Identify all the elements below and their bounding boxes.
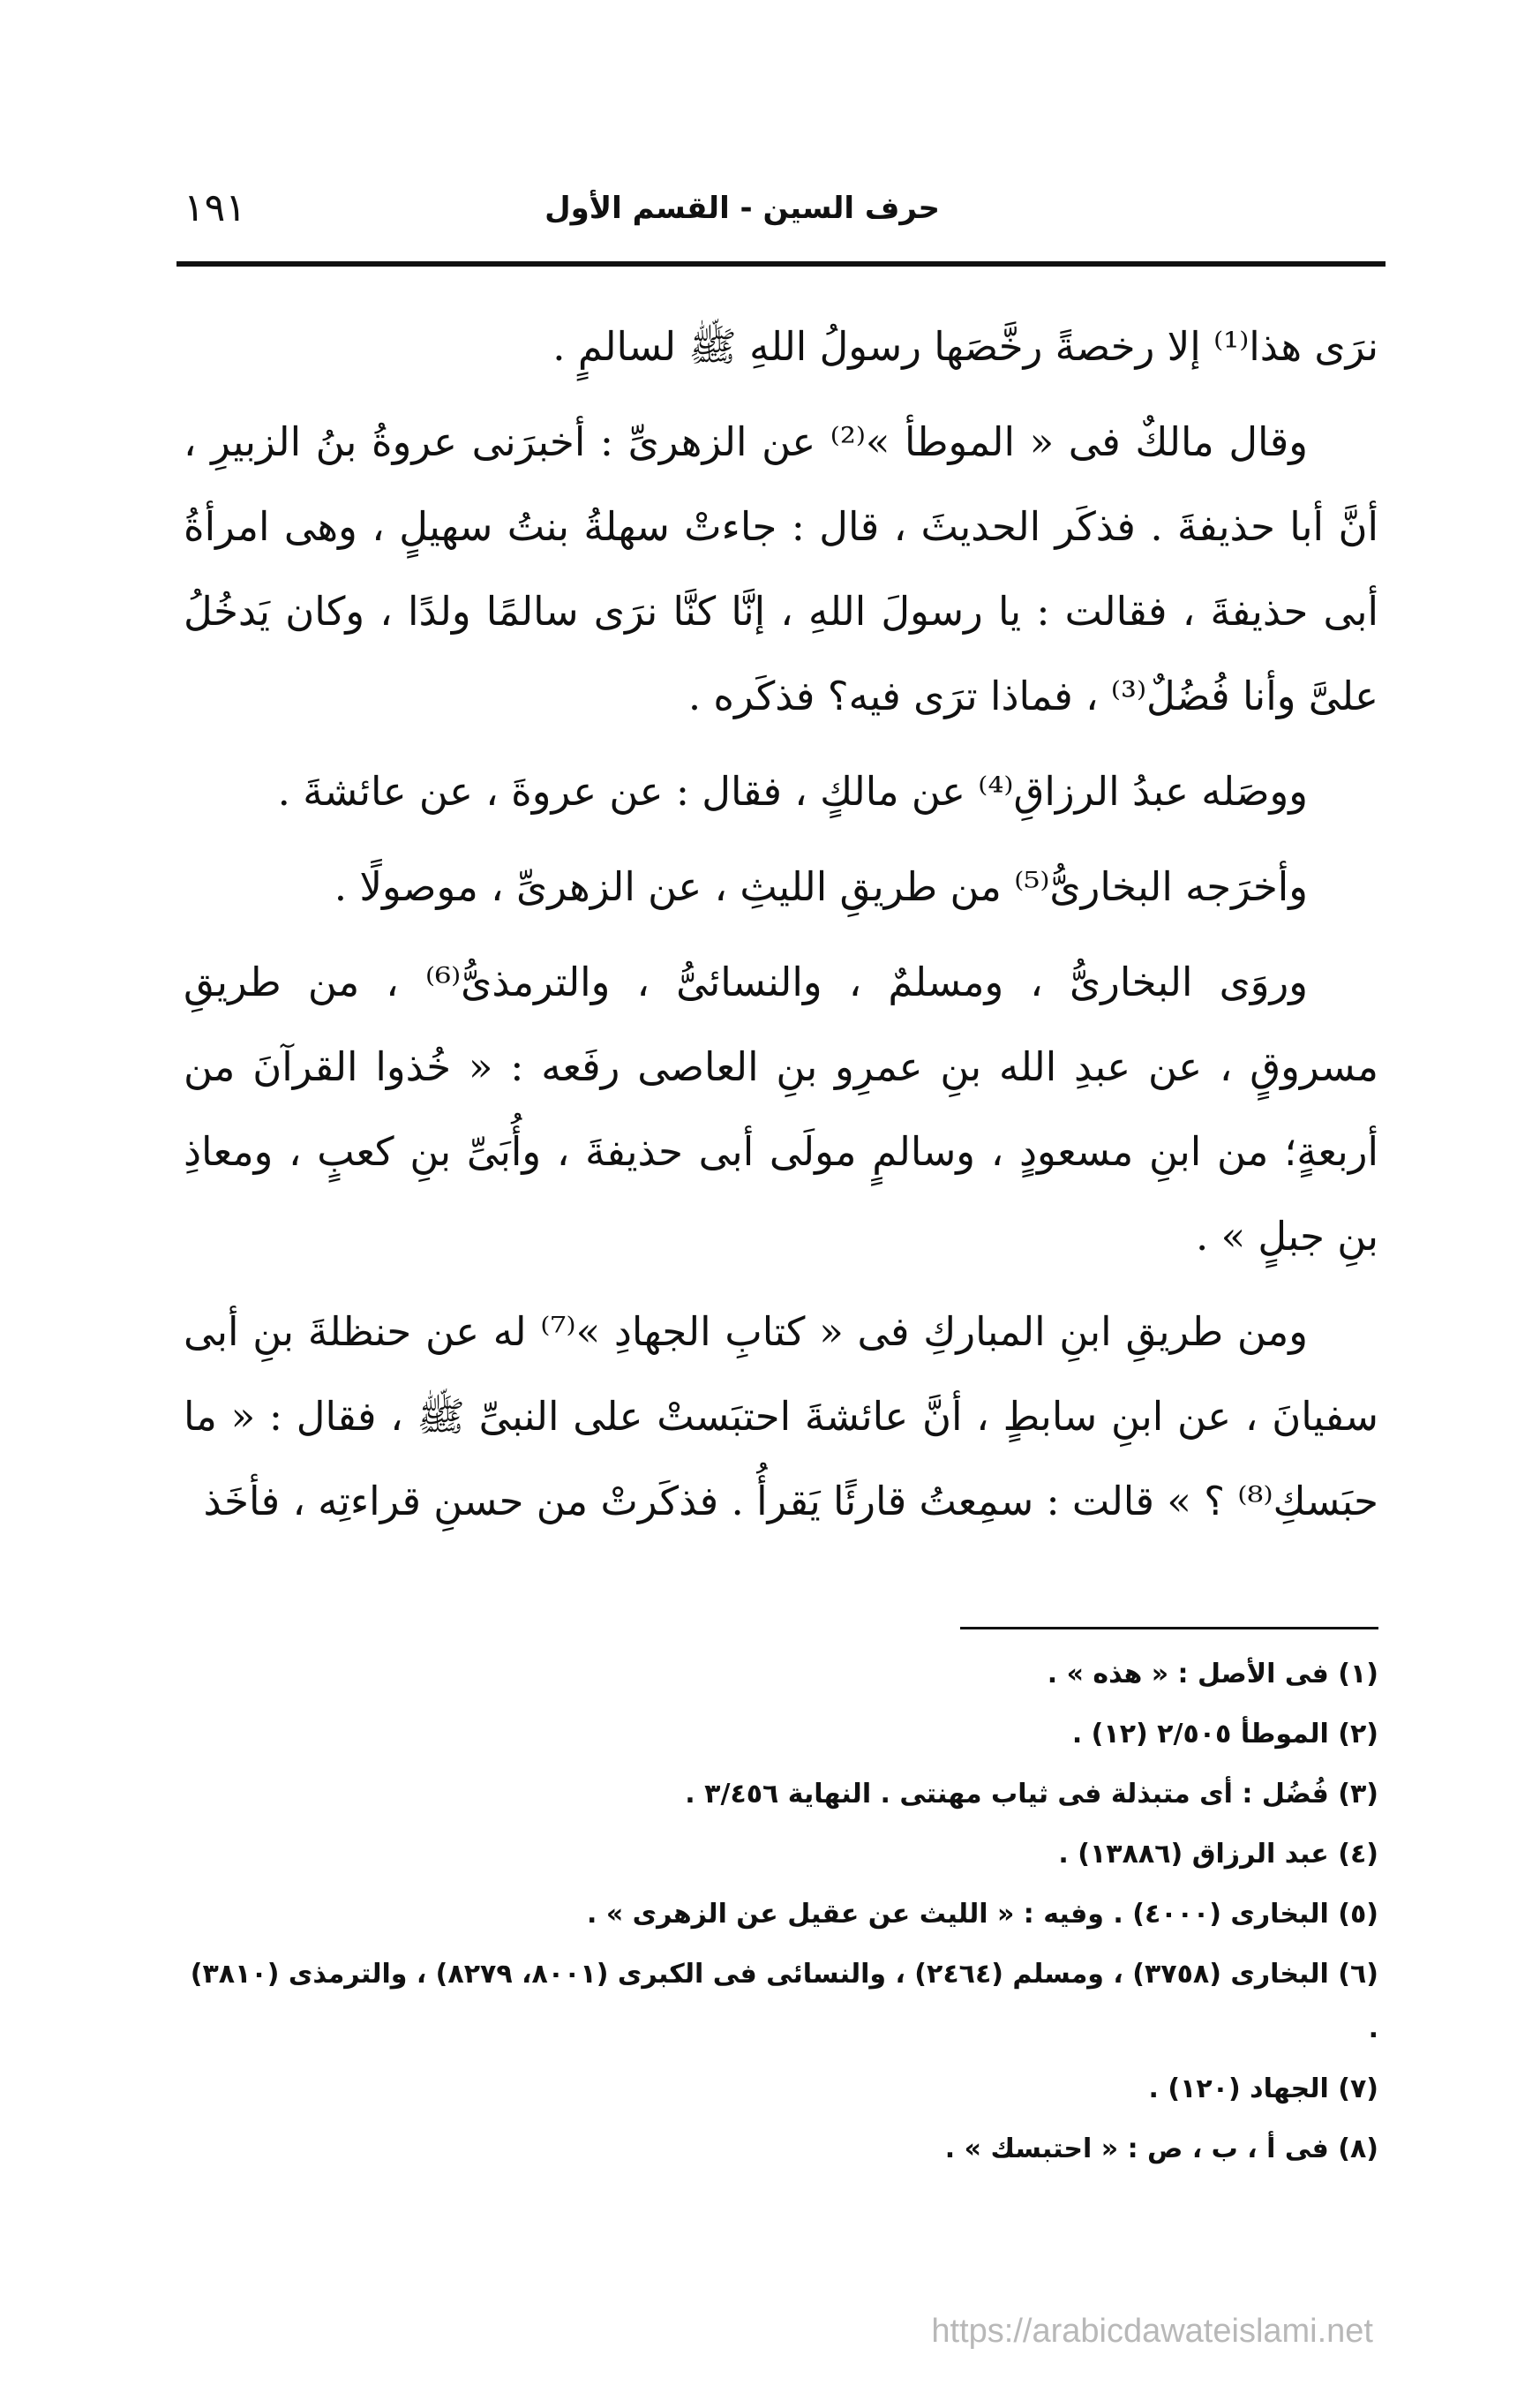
header-rule (176, 261, 1386, 267)
footnote: (٦) البخارى (٣٧٥٨) ، ومسلم (٢٤٦٤) ، والنسائى فى الكبرى (٨٠٠١، ٨٢٧٩) ، والترمذى (٣٨١٠) . (190, 1959, 1378, 2044)
page-header (176, 185, 1386, 238)
footnote: (٥) البخارى (٤٠٠٠) . وفيه : « الليث عن عقيل عن الزهرى » . (587, 1899, 1378, 1930)
paragraph: ومن طريقِ ابنِ المباركِ فى « كتابِ الجهادِ »⁽⁷⁾ له عن حنظلةَ بنِ أبى سفيانَ ، عن ابنِ سابطٍ ، أنَّ عائشةَ احتبَستْ على النبىِّ ﷺ ، فقال : « ما حبَسكِ⁽⁸⁾ ؟ » قالت : سمِعتُ قارئًا يَقرأُ . فذكَرتْ من حسنِ قراءتِه ، فأخَذ (184, 1308, 1378, 1524)
footnote: (٣) فُضُل : أى متبذلة فى ثياب مهنتى . النهاية ٣/٤٥٦ . (685, 1779, 1378, 1810)
footnote: (٨) فى أ ، ب ، ص : « احتبسك » . (944, 2133, 1378, 2164)
page-number: ١٩١ (184, 185, 246, 230)
main-text (184, 305, 1378, 1554)
footnotes (184, 1647, 1378, 2182)
paragraph: نرَى هذا⁽¹⁾ إلا رخصةً رخَّصَها رسولُ اللهِ ﷺ لسالمٍ . (552, 323, 1378, 370)
paragraph: وروَى البخارىُّ ، ومسلمٌ ، والنسائىُّ ، والترمذىُّ⁽⁶⁾ ، من طريقِ مسروقٍ ، عن عبدِ الله بنِ عمرِو بنِ العاصى رفَعه : « خُذوا القرآنَ من أربعةٍ؛ من ابنِ مسعودٍ ، وسالمٍ مولَى أبى حذيفةَ ، وأُبَىِّ بنِ كعبٍ ، ومعاذِ بنِ جبلٍ » . (184, 959, 1378, 1260)
footnote: (٤) عبد الرزاق (١٣٨٨٦) . (1058, 1839, 1378, 1870)
paragraph: ووصَله عبدُ الرزاقِ⁽⁴⁾ عن مالكٍ ، فقال : عن عروةَ ، عن عائشةَ . (277, 768, 1308, 815)
paragraph: وأخرَجه البخارىُّ⁽⁵⁾ من طريقِ الليثِ ، عن الزهرىِّ ، موصولًا . (334, 863, 1308, 910)
footnote: (١) فى الأصل : « هذه » . (1047, 1659, 1378, 1689)
footnote: (٢) الموطأ ٢/٥٠٥ (١٢) . (1071, 1719, 1378, 1750)
footnote-rule (960, 1627, 1378, 1629)
paragraph: وقال مالكٌ فى « الموطأ »⁽²⁾ عن الزهرىِّ : أخبرَنى عروةُ بنُ الزبيرِ ، أنَّ أبا حذيفةَ . فذكَر الحديثَ ، قال : جاءتْ سهلةُ بنتُ سهيلٍ ، وهى امرأةُ أبى حذيفةَ ، فقالت : يا رسولَ اللهِ ، إنَّا كنَّا نرَى سالمًا ولدًا ، وكان يَدخُلُ علىَّ وأنا فُضُلٌ⁽³⁾ ، فماذا ترَى فيه؟ فذكَره . (184, 418, 1378, 719)
running-title: حرف السين - القسم الأول (544, 191, 940, 226)
footnote: (٧) الجهاد (١٢٠) . (1148, 2073, 1378, 2104)
watermark-url: https://arabicdawateislami.net (931, 2313, 1373, 2350)
